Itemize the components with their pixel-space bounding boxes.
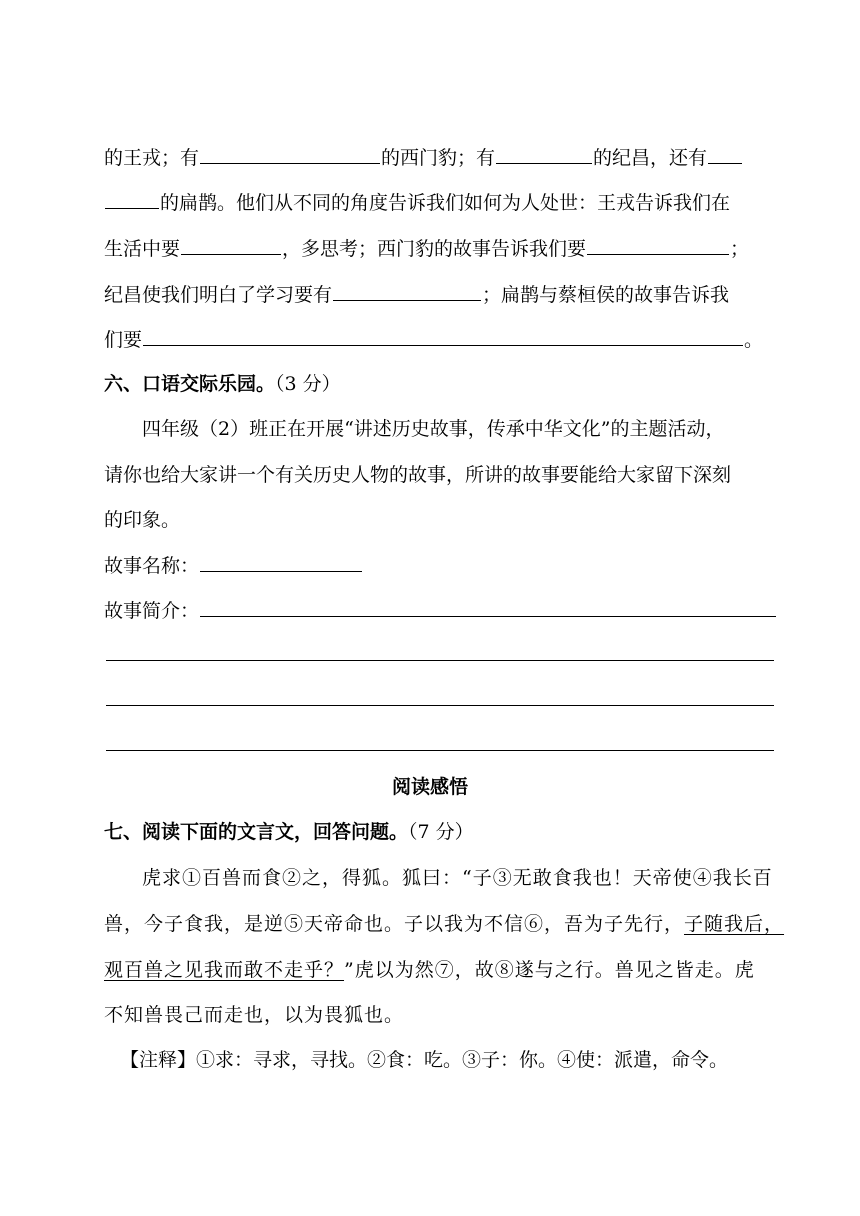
answer-blank[interactable] (708, 143, 742, 164)
section-title: 六、口语交际乐园。 (104, 373, 276, 395)
answer-blank[interactable] (181, 234, 281, 255)
section-6-heading (104, 370, 784, 398)
answer-blank[interactable] (496, 143, 592, 164)
fill-text: 生活中要 (104, 238, 181, 260)
annotation-note: 【注释】①求：寻求，寻找。②食：吃。③子：你。④使：派遣，命令。 (120, 1049, 729, 1071)
underlined-sentence: 观百兽之见我而敢不走乎？ (104, 959, 345, 981)
story-summary-row (104, 596, 784, 624)
classical-text-line-1: 虎求①百兽而食②之，得狐。狐曰：“子③无敢食我也！天帝使④我长百 (142, 867, 773, 889)
section-points: （7 分） (408, 821, 474, 843)
fill-text: ； (730, 238, 750, 260)
classical-text: ”虎以为然⑦，故⑧遂与之行。兽见之皆走。虎 (344, 959, 755, 981)
story-name-blank[interactable] (200, 551, 362, 572)
section-6-paragraph-1: 四年级（2）班正在开展“讲述历史故事，传承中华文化”的主题活动， (142, 418, 725, 440)
fill-text: 。 (744, 329, 764, 351)
underlined-sentence: 子随我后， (684, 913, 785, 935)
fill-text: 们要 (104, 329, 143, 351)
fill-line-4 (104, 280, 784, 308)
fill-text: 的扁鹊。他们从不同的角度告诉我们如何为人处世：王戎告诉我们在 (160, 192, 731, 214)
answer-blank[interactable] (333, 280, 481, 301)
story-name-label: 故事名称： (104, 555, 200, 577)
fill-text: 的西门豹；有 (381, 147, 496, 169)
section-7-heading (104, 818, 784, 846)
section-points: （3 分） (275, 373, 341, 395)
fill-text: ；扁鹊与蔡桓侯的故事告诉我 (482, 284, 730, 306)
fill-text: 的纪昌，还有 (593, 147, 708, 169)
fill-text: 纪昌使我们明白了学习要有 (104, 284, 333, 306)
answer-line[interactable] (106, 705, 774, 706)
fill-line-5 (104, 325, 784, 353)
fill-line-1 (104, 143, 784, 171)
fill-text: ，多思考；西门豹的故事告诉我们要 (282, 238, 587, 260)
story-summary-label: 故事简介： (104, 600, 200, 622)
reading-section-title: 阅读感悟 (391, 776, 468, 798)
story-name-row (104, 551, 784, 579)
fill-line-2 (104, 188, 784, 216)
answer-blank[interactable] (143, 325, 743, 346)
section-title: 七、阅读下面的文言文，回答问题。 (104, 821, 409, 843)
answer-line[interactable] (106, 660, 774, 661)
section-6-paragraph-3: 的印象。 (104, 509, 181, 531)
answer-blank[interactable] (587, 234, 729, 255)
story-summary-blank[interactable] (200, 596, 776, 617)
classical-text-line-3 (104, 956, 784, 984)
fill-line-3 (104, 234, 784, 262)
answer-line[interactable] (106, 750, 774, 751)
answer-blank[interactable] (105, 188, 159, 209)
classical-text-line-2 (104, 910, 784, 938)
fill-text: 的王戎；有 (104, 147, 200, 169)
classical-text: 兽，今子食我，是逆⑤天帝命也。子以我为不信⑥，吾为子先行， (104, 913, 685, 935)
classical-text-line-4: 不知兽畏己而走也，以为畏狐也。 (104, 1004, 405, 1026)
answer-blank[interactable] (200, 143, 380, 164)
section-6-paragraph-2: 请你也给大家讲一个有关历史人物的故事，所讲的故事要能给大家留下深刻 (104, 464, 732, 486)
